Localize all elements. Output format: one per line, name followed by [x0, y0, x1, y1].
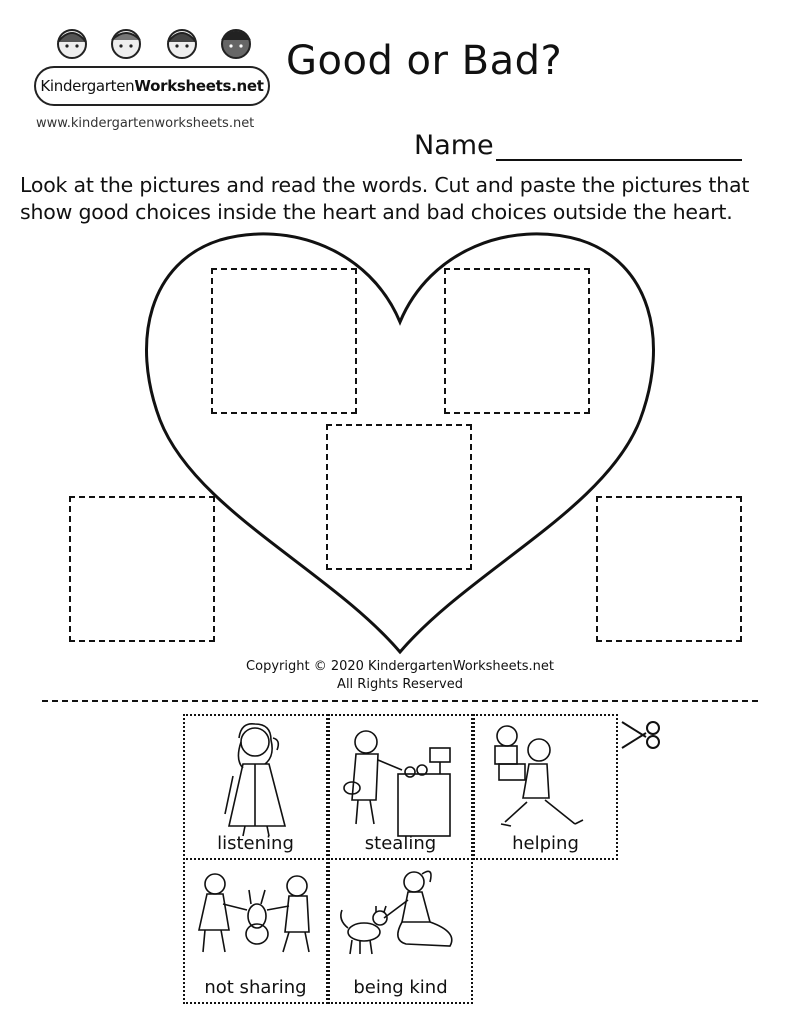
site-logo [34, 22, 270, 106]
name-label: Name [414, 130, 494, 161]
name-underline[interactable] [496, 135, 742, 161]
scissors-icon [620, 718, 664, 752]
copyright [0, 658, 800, 694]
copyright-line2: All Rights Reserved [337, 677, 463, 692]
paste-box-inside-left[interactable] [211, 268, 357, 414]
card-label: not sharing [204, 977, 307, 998]
kids-logo-icon [46, 22, 266, 66]
logo-text-part1: Kindergarten [40, 77, 135, 95]
paste-box-inside-center[interactable] [326, 424, 472, 570]
logo-badge [34, 66, 270, 106]
card-helping[interactable] [473, 714, 618, 860]
paste-box-outside-left[interactable] [69, 496, 215, 642]
logo-text-part2: Worksheets.net [134, 77, 264, 95]
site-url: www.kindergartenworksheets.net [36, 116, 255, 131]
name-field[interactable] [414, 130, 742, 161]
instructions: Look at the pictures and read the words. Cut and paste the pictures that show good choices inside the heart and bad choices outside the heart. [20, 173, 750, 224]
paste-box-outside-right[interactable] [596, 496, 742, 642]
paste-box-inside-right[interactable] [444, 268, 590, 414]
card-label: helping [512, 833, 579, 854]
copyright-line1: Copyright © 2020 KindergartenWorksheets.net [246, 659, 554, 674]
card-label: being kind [353, 977, 448, 998]
card-listening[interactable] [183, 714, 328, 860]
card-label: listening [217, 833, 294, 854]
page-title: Good or Bad? [286, 38, 563, 84]
card-stealing[interactable] [328, 714, 473, 860]
card-label: stealing [364, 833, 437, 854]
card-not-sharing[interactable] [183, 858, 328, 1004]
card-being-kind[interactable] [328, 858, 473, 1004]
cut-line [42, 700, 758, 702]
